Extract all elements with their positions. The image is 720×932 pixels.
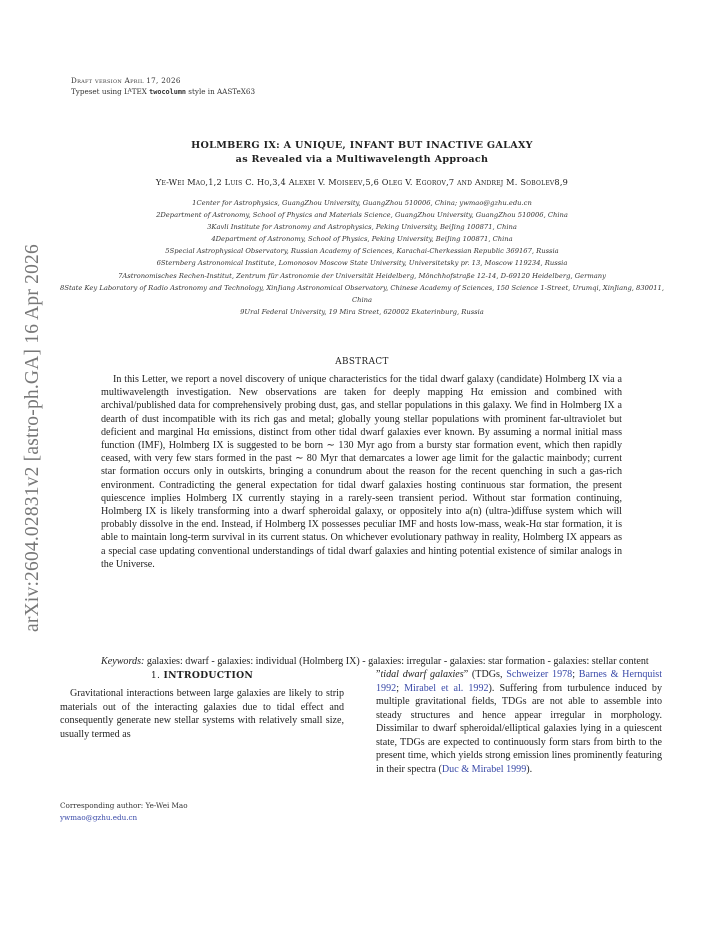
title-line-2: as Revealed via a Multiwavelength Approach: [235, 154, 489, 165]
corresponding-email-link[interactable]: ywmao@gzhu.edu.cn: [60, 813, 138, 823]
title-line-1: HOLMBERG IX: A UNIQUE, INFANT BUT INACTIVE GALAXY: [191, 140, 533, 151]
affiliation-8: 8State Key Laboratory of Radio Astronomy and Technology, XinJiang Astronomical Observatory, Chinese Academy of Sciences, 150 Science 1-Street, Urumqi, XinJiang, 830011, China: [60, 283, 664, 304]
corresponding-author-footnote: [60, 800, 188, 825]
typeset-line: [71, 86, 255, 97]
affiliation-3: 3Kavli Institute for Astronomy and Astrophysics, Peking University, BeiJing 100871, China: [207, 223, 517, 232]
affiliation-4: 4Department of Astronomy, School of Physics, Peking University, BeiJing 100871, China: [211, 235, 513, 244]
latex-a: A: [127, 88, 132, 94]
section-heading: [60, 670, 344, 681]
corresponding-author: Corresponding author: Ye-Wei Mao: [60, 801, 188, 810]
separator: ;: [572, 669, 579, 680]
abstract-heading: ABSTRACT: [335, 357, 389, 367]
affiliation-list: [60, 197, 664, 318]
keywords-label: Keywords:: [101, 656, 145, 667]
affiliation-6: 6Sternberg Astronomical Institute, Lomonosov Moscow State University, Universitetsky pr. 13, Moscow 119234, Russia: [156, 259, 568, 268]
citation-link[interactable]: Mirabel et al. 1992: [404, 682, 489, 694]
abstract-text: In this Letter, we report a novel discovery of unique characteristics for the tidal dwarf galaxy (candidate) Holmberg IX via a multiwavelength investigation. New observations are taken for deeply mapping Hα emission and combined with archival/published data for comprehensively probing dust, gas, and stellar populations in this galaxy. We find in Holmberg IX a dearth of dust incompatible with its rich gas and metal; globally young stellar populations with prominent far-ultraviolet but deficient and marginal Hα emissions, distinct from other tidal dwarf galaxies ever known. By assuming a normal initial mass function (IMF), Holmberg IX is suggested to be born ∼ 130 Myr ago from a bursty star formation event, which then rapidly ceased, with very few stars formed in the past ∼ 80 Myr that demarcates a lower age limit for the galactic mainbody; current star formation occurs only in outskirts, bringing a conundrum about the reason for the recent quenching in such a gas-rich environment. Contradicting the general expectation for tidal dwarf galaxies hosting continuous star formation, the present quiescence implies Holmberg IX currently staying in a rarely-seen transient period. Without star formation continuing, Holmberg IX is likely transforming into a dwarf spheroidal galaxy, or oppositely into a(n) (ultra-)diffuse system which will probably dissolve in the end. Instead, if Holmberg IX possesses peculiar IMF and hosts low-mass, weak-Hα star formation, it is able to maintain long-term survival in its current status. On whichever evolutionary pathway in reality, Holmberg IX appears as a special case updating conventional understandings of tidal dwarf galaxies and hinting potential existence of similar analogs in the Universe.: [101, 374, 622, 570]
affiliation-1: 1Center for Astrophysics, GuangZhou University, GuangZhou 510006, China; ywmao@gzhu.edu.cn: [192, 199, 532, 207]
latex-rest: TEX: [131, 87, 150, 96]
twocolumn-label: twocolumn: [149, 88, 187, 96]
quote-open: ”: [376, 669, 381, 680]
typeset-pre: Typeset using L: [71, 87, 129, 96]
typeset-post: style in AASTeX63: [186, 87, 256, 96]
left-column: [60, 670, 344, 741]
body-text: ). Suffering from turbulence induced by multiple gravitational fields, TDGs are not able to assemble into steady structures and hence appear irregular in morphology. Dissimilar to dwarf spheroidal/elliptical galaxies lying in a quiescent state, TDGs are expected to continuously form stars from birth to the present time, which yields strong emission lines prominently featuring in their spectra (: [376, 682, 663, 775]
quote-close: ” (TDGs,: [463, 669, 507, 680]
separator: ;: [396, 682, 405, 694]
preamble: [71, 76, 255, 97]
section-number: 1.: [150, 670, 164, 681]
arxiv-identifier-stamp: [18, 228, 48, 648]
citation-link[interactable]: Schweizer 1978: [506, 669, 573, 680]
citation-link[interactable]: Duc & Mirabel 1999: [441, 763, 527, 775]
intro-paragraph-left: Gravitational interactions between large galaxies are likely to strip materials out of the interacting galaxies due to tidal effect and consequently generate new stellar systems with relatively small size, usually termed as: [60, 688, 344, 740]
citation-link[interactable]: Barnes & Hernquist 1992: [376, 669, 662, 694]
affiliation-5: 5Special Astrophysical Observatory, Russian Academy of Sciences, Karachai-Cherkessian Republic 369167, Russia: [165, 247, 559, 256]
keywords: [101, 655, 678, 668]
author-list: Ye-Wei Mao,1,2 Luis C. Ho,3,4 Alexei V. Moiseev,5,6 Oleg V. Egorov,7 and Andrej M. Sobolev8,9: [155, 177, 569, 187]
affiliation-2: 2Department of Astronomy, School of Physics and Materials Science, GuangZhou University, GuangZhou 510006, China: [156, 211, 568, 220]
intro-paragraph-right: [376, 668, 662, 776]
body-text: ).: [526, 763, 533, 775]
paper-title: [60, 139, 664, 167]
arxiv-identifier: arXiv:2604.02831v2 [astro-ph.GA] 16 Apr 2026: [22, 244, 44, 632]
keywords-text: galaxies: dwarf - galaxies: individual (Holmberg IX) - galaxies: irregular - galaxies: star formation - galaxies: stellar content: [144, 656, 649, 667]
affiliation-7: 7Astronomisches Rechen-Institut, Zentrum für Astronomie der Universität Heidelberg, Mönchhofstraße 12-14, D-69120 Heidelberg, Germany: [118, 271, 606, 280]
section-title: INTRODUCTION: [163, 670, 254, 681]
term-tdg: tidal dwarf galaxies: [380, 669, 464, 680]
affiliation-9: 9Ural Federal University, 19 Mira Street, 620002 Ekaterinburg, Russia: [240, 307, 484, 316]
draft-version: Draft version April 17, 2026: [71, 76, 181, 85]
